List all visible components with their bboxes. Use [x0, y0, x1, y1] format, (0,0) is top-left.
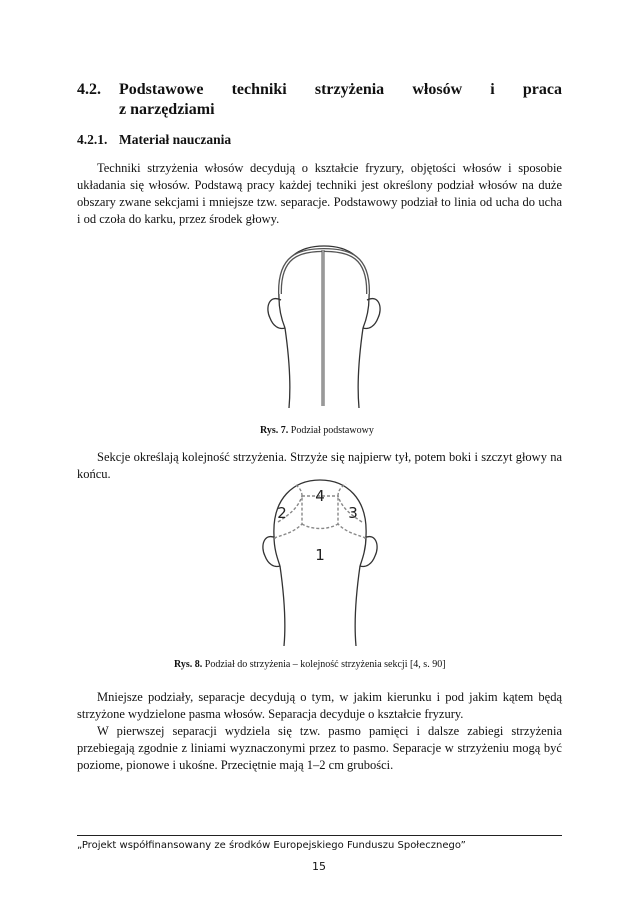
paragraph [77, 723, 562, 774]
figure-label: Rys. 7. [260, 425, 289, 436]
paragraph-text: W pierwszej separacji wydziela się tzw. pasmo pamięci i dalsze zabiegi strzyżenia przebiegają zgodnie z liniami wyznaczonymi przez to pasmo. Separacje w strzyżeniu mogą być poziome, pionowe i ukośne. Przeciętnie mają 1–2 cm grubości. [77, 724, 562, 772]
subsection-heading [77, 132, 231, 148]
figure-caption [260, 425, 374, 437]
head-sections-figure [254, 474, 386, 646]
section-number: 4.2. [77, 81, 101, 98]
section-number-1: 1 [315, 546, 325, 564]
section-title-word: strzyżenia [314, 81, 385, 98]
paragraph-text: Techniki strzyżenia włosów decydują o kształcie fryzury, objętości włosów i sposobie układania się włosów. Podstawą pracy każdej techniki jest określony podział włosów na duże obszary zwane sekcjami i mniejsze tzw. separacje. Podstawowy podział to linia od ucha do ucha i od czoła do karku, przez środek głowy. [77, 161, 562, 226]
section-number-4: 4 [315, 487, 325, 505]
figure-caption-text: Podział do strzyżenia – kolejność strzyżenia sekcji [4, s. 90] [204, 659, 446, 670]
section-title-word: praca [522, 81, 562, 98]
subsection-title: Materiał nauczania [119, 132, 232, 147]
section-title-word: i [490, 81, 495, 98]
figure-label: Rys. 8. [174, 659, 203, 670]
footer-divider [77, 835, 562, 836]
paragraph-text: Mniejsze podziały, separacje decydują o tym, w jakim kierunku i pod jakim kątem będą strzyżone wydzielone pasma włosów. Separacja decyduje o kształcie fryzury. [77, 690, 562, 721]
section-number-3: 3 [348, 504, 358, 522]
section-title-word: włosów [412, 81, 463, 98]
footer-funding-note: „Projekt współfinansowany ze środków Europejskiego Funduszu Społecznego” [77, 840, 466, 851]
section-title-line2: z narzędziami [119, 101, 215, 118]
paragraph-text: Sekcje określają kolejność strzyżenia. Strzyże się najpierw tył, potem boki i szczyt głowy na końcu. [77, 450, 562, 481]
subsection-number: 4.2.1. [77, 132, 108, 147]
figure-caption [174, 659, 446, 671]
figure-caption-text: Podział podstawowy [290, 425, 374, 436]
section-title-line1 [119, 80, 562, 100]
page-number: 15 [312, 860, 326, 873]
section-title-word: Podstawowe [119, 81, 204, 98]
head-basic-division-figure [259, 238, 389, 408]
section-title-word: techniki [231, 81, 287, 98]
paragraph [77, 160, 562, 228]
paragraph [77, 689, 562, 723]
section-number-2: 2 [277, 504, 287, 522]
